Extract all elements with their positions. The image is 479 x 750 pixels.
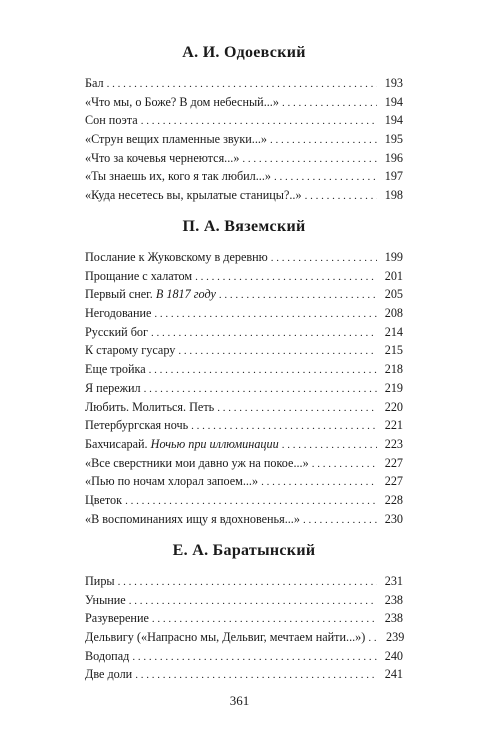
entry-page-number: 220 [384,399,403,414]
dot-leader [305,190,377,202]
toc-entry [85,362,403,381]
entry-page-number: 198 [384,188,403,203]
entry-title [85,649,132,664]
entry-title [85,512,303,527]
dot-leader [118,576,377,588]
toc-section-baratynsky [85,542,403,686]
entry-title-text: Прощание с халатом [85,268,193,283]
entry-page-number: 219 [384,380,403,395]
toc-entry [85,381,403,400]
entry-title [85,76,107,91]
entry-title [85,611,152,626]
dot-leader [144,383,377,395]
entry-title-text: К старому гусару [85,343,176,358]
toc-entry [85,456,403,475]
dot-leader [129,595,377,607]
entry-title [85,400,217,415]
entry-title [85,113,141,128]
entry-title [85,493,125,508]
toc-entry [85,418,403,437]
entry-page-number: 193 [384,76,403,90]
entry-title-text: Водопад [85,648,130,663]
dot-leader [282,439,377,451]
entry-page-number: 241 [384,667,403,682]
toc-entry [85,250,403,269]
entry-title [85,306,154,321]
page-number: 361 [229,693,250,708]
entry-page-number: 197 [384,169,403,184]
entry-page-number: 221 [384,418,403,433]
entry-page-number: 227 [384,455,403,470]
entry-title [85,362,149,377]
entry-title-text: Петербургская ночь [85,418,189,433]
dot-leader [154,308,377,320]
entry-title [85,381,144,396]
entry-list [85,574,403,686]
dot-leader [178,345,377,357]
dot-leader [282,97,377,109]
dot-leader [368,632,378,644]
entry-title-text: Любить. Молиться. Петь [85,399,215,414]
toc-entry [85,325,403,344]
entry-title [85,418,191,433]
dot-leader [151,327,377,339]
entry-title [85,132,270,147]
entry-title-text: Уныние [85,592,126,607]
dot-leader [219,289,377,301]
dot-leader [303,514,377,526]
toc-section-odoevsky [85,44,403,207]
entry-title-text: Негодование [85,306,152,321]
toc-entry [85,151,403,170]
entry-page-number: 195 [384,132,403,147]
entry-page-number: 238 [384,592,403,607]
entry-page-number: 201 [384,268,403,283]
entry-title [85,630,368,645]
entry-page-number: 231 [384,574,403,588]
entry-title-text: Русский бог [85,324,148,339]
toc-entry [85,611,403,630]
entry-title-text: Я пережил [85,380,141,395]
entry-page-number: 199 [384,250,403,264]
dot-leader [107,78,377,90]
entry-title-text: «Куда несетесь вы, крылатые станицы?..» [85,188,302,203]
toc-entry [85,306,403,325]
toc-entry [85,667,403,686]
dot-leader [195,271,377,283]
dot-leader [261,476,377,488]
entry-title [85,325,151,340]
dot-leader [191,420,377,432]
dot-leader [312,458,377,470]
entry-page-number: 194 [384,113,403,128]
section-author-title: П. А. Вяземский [182,218,306,235]
entry-title [85,474,261,489]
entry-title [85,456,312,471]
toc-entry [85,188,403,207]
entry-title-text: Первый снег. [85,287,156,302]
toc-entry [85,649,403,668]
toc-entry [85,76,403,95]
entry-list [85,76,403,207]
toc-entry [85,593,403,612]
entry-title-text: «В воспоминаниях ищу я вдохновенья...» [85,511,300,526]
entry-title-text: Сон поэта [85,113,138,128]
entry-page-number: 227 [384,474,403,489]
entry-page-number: 238 [384,611,403,626]
toc-entry [85,269,403,288]
entry-title-text: «Пью по ночам хлорал запоем...» [85,474,259,489]
entry-title [85,169,274,184]
entry-page-number: 196 [384,150,403,165]
entry-page-number: 240 [384,648,403,663]
toc-entry [85,630,403,649]
dot-leader [141,115,377,127]
entry-title [85,95,282,110]
entry-title [85,151,242,166]
toc-entry [85,493,403,512]
entry-title-italic: В 1817 году [155,287,216,302]
entry-title-text: «Все сверстники мои давно уж на покое...» [85,455,309,470]
entry-title [85,287,219,302]
entry-page-number: 194 [384,94,403,109]
entry-title-text: «Что мы, о Боже? В дом небесный...» [85,94,279,109]
toc-entry [85,437,403,456]
toc-entry [85,343,403,362]
dot-leader [242,153,377,165]
entry-title-text: Бал [85,76,104,90]
entry-title [85,667,135,682]
dot-leader [271,252,377,264]
dot-leader [132,651,377,663]
toc-section-vyazemsky [85,218,403,530]
entry-title-text: Послание к Жуковскому в деревню [85,250,268,264]
toc-entry [85,287,403,306]
entry-title-text: Цветок [85,492,123,507]
entry-title-text: Две доли [85,667,133,682]
toc-entry [85,169,403,188]
dot-leader [149,364,377,376]
entry-page-number: 230 [384,511,403,526]
entry-title-text: Дельвигу («Напрасно мы, Дельвиг, мечтаем найти...») [85,630,366,645]
dot-leader [274,171,377,183]
toc-entry [85,113,403,132]
dot-leader [217,402,377,414]
toc-entry [85,132,403,151]
entry-list [85,250,403,530]
dot-leader [135,669,377,681]
section-author-title: А. И. Одоевский [182,44,306,61]
entry-title-text: «Струн вещих пламенные звуки...» [85,132,268,147]
entry-page-number: 239 [386,630,405,645]
toc-entry [85,512,403,531]
entry-title-text: «Ты знаешь их, кого я так любил...» [85,169,271,184]
toc-entry [85,574,403,593]
entry-title-text: «Что за кочевья чернеются...» [85,150,240,165]
entry-title-text: Разуверение [85,611,149,626]
entry-title-text: Еще тройка [85,362,146,377]
entry-page-number: 215 [384,343,403,358]
toc-entry [85,400,403,419]
entry-page-number: 218 [384,362,403,377]
dot-leader [270,134,377,146]
entry-page-number: 228 [384,492,403,507]
toc-entry [85,474,403,493]
dot-leader [152,613,377,625]
entry-title-text: Бахчисарай. [85,436,151,451]
entry-page-number: 214 [384,324,403,339]
entry-title-text: Пиры [85,574,115,588]
dot-leader [125,495,377,507]
entry-page-number: 223 [384,436,403,451]
entry-title [85,250,271,265]
entry-page-number: 205 [384,287,403,302]
entry-title [85,593,129,608]
entry-title [85,574,118,589]
entry-title [85,343,178,358]
entry-title [85,188,305,203]
section-author-title: Е. А. Баратынский [172,542,316,559]
toc-entry [85,95,403,114]
entry-title [85,437,282,452]
entry-page-number: 208 [384,306,403,321]
entry-title [85,269,195,284]
entry-title-italic: Ночью при иллюминации [150,436,279,451]
